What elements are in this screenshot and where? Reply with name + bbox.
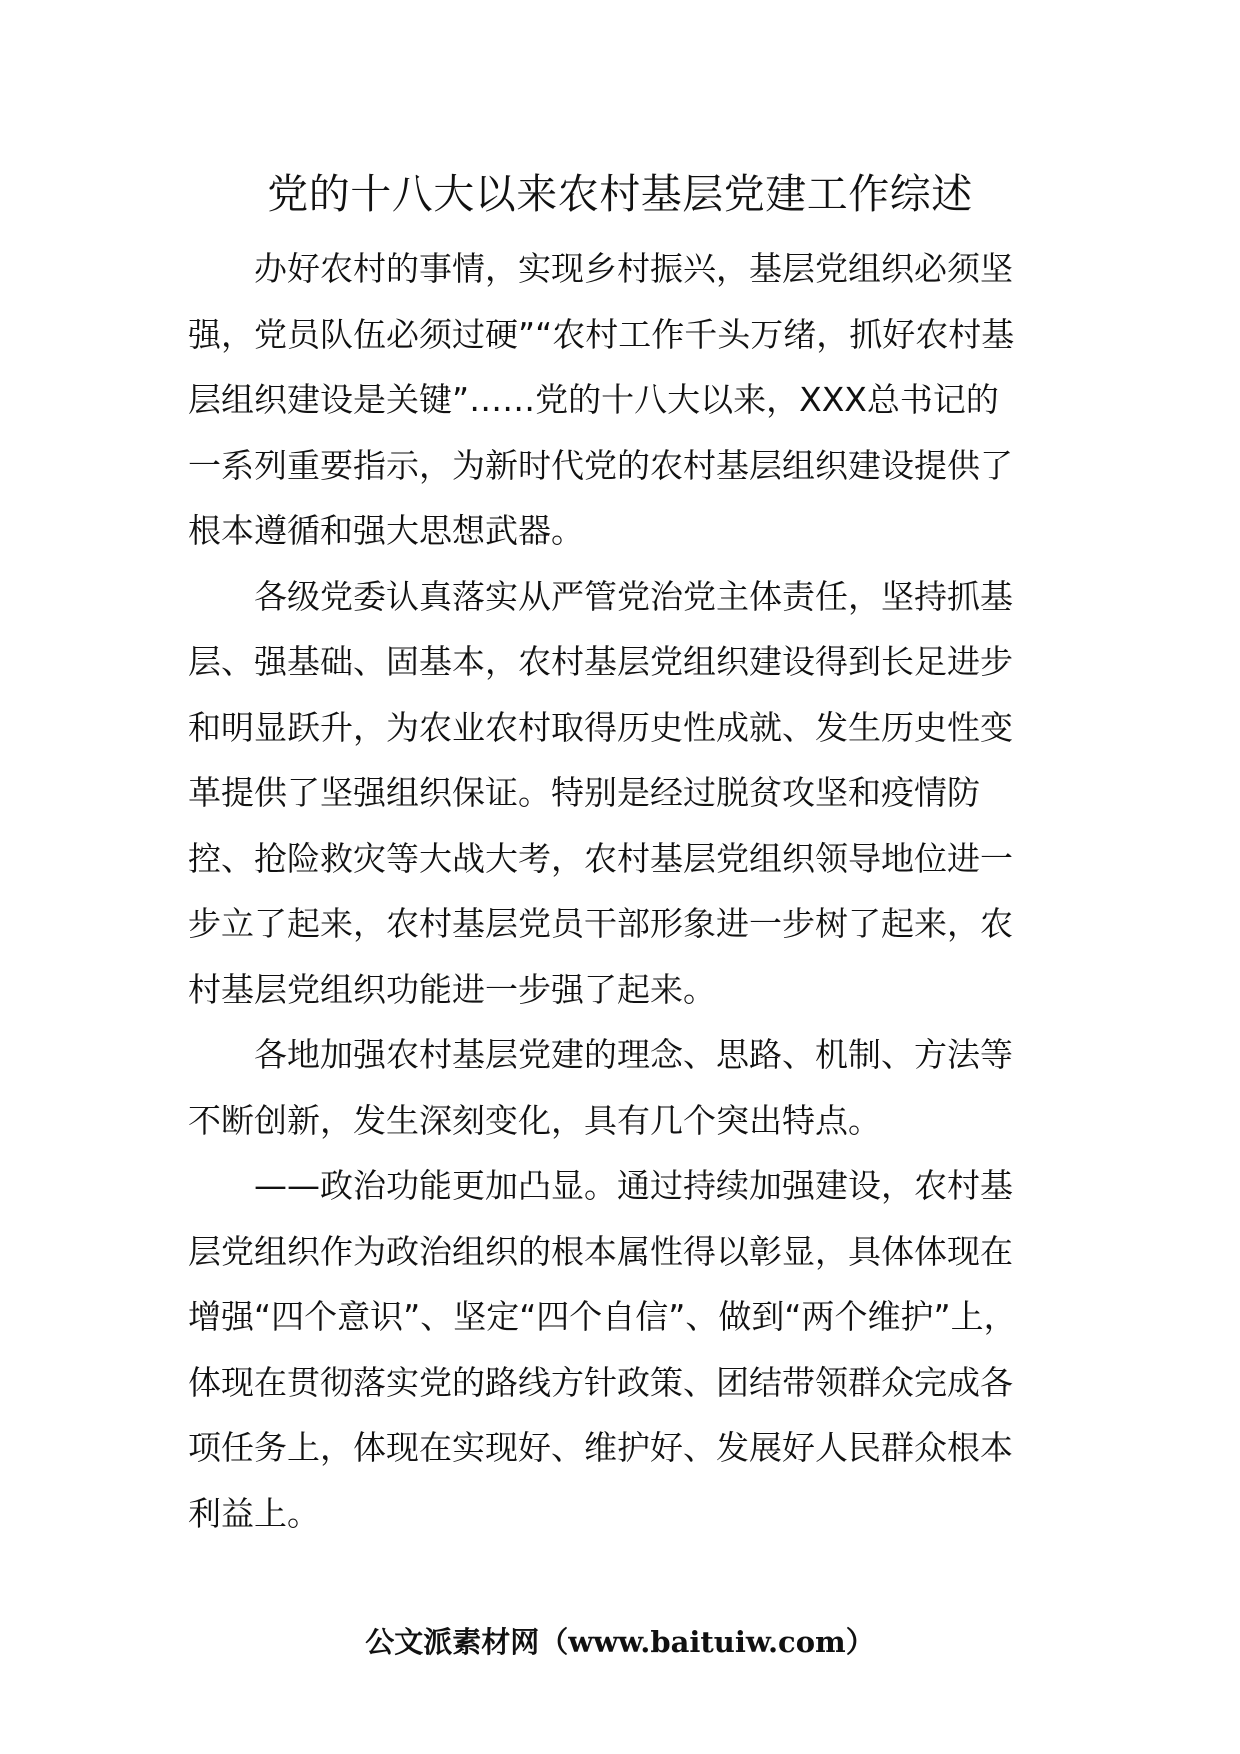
paragraph-1: 办好农村的事情，实现乡村振兴，基层党组织必须坚强，党员队伍必须过硬”“农村工作千头万绪，抓好农村基层组织建设是关键”……党的十八大以来，XXX总书记的一系列重要指示，为新时代党的农村基层组织建设提供了根本遵循和强大思想武器。	[188, 249, 1015, 550]
paragraph-4: ——政治功能更加凸显。通过持续加强建设，农村基层党组织作为政治组织的根本属性得以彰显，具体体现在增强“四个意识”、坚定“四个自信”、做到“两个维护”上，体现在贯彻落实党的路线方针政策、团结带领群众完成各项任务上，体现在实现好、维护好、发展好人民群众根本利益上。	[188, 1166, 1017, 1533]
footer-source: 公文派素材网（www.baituiw.com）	[365, 1625, 875, 1659]
paragraph-3: 各地加强农村基层党建的理念、思路、机制、方法等不断创新，发生深刻变化，具有几个突出特点。	[188, 1035, 1013, 1140]
paragraph-2: 各级党委认真落实从严管党治党主体责任，坚持抓基层、强基础、固基本，农村基层党组织建设得到长足进步和明显跃升，为农业农村取得历史性成就、发生历史性变革提供了坚强组织保证。特别是经过脱贫攻坚和疫情防控、抢险救灾等大战大考，农村基层党组织领导地位进一步立了起来，农村基层党员干部形象进一步树了起来，农村基层党组织功能进一步强了起来。	[188, 576, 1013, 1009]
document-body	[188, 236, 1028, 1546]
document-title: 党的十八大以来农村基层党建工作综述	[267, 170, 973, 218]
